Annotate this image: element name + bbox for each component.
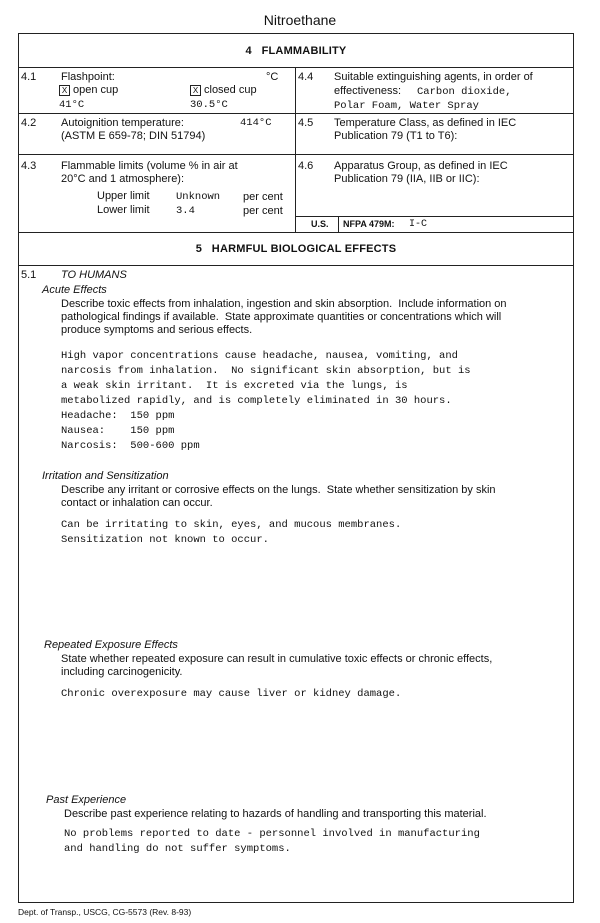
extinguishing-value-1: Carbon dioxide, <box>417 86 512 98</box>
divider <box>295 216 574 217</box>
answer-line: Narcosis: 500-600 ppm <box>61 440 200 452</box>
closed-cup-checkbox[interactable]: X <box>190 85 201 96</box>
instruction-line: Describe past experience relating to hazards of handling and transporting this material. <box>64 808 487 820</box>
divider <box>338 216 339 232</box>
past-experience-instructions <box>64 808 487 821</box>
autoignition-label: Autoignition temperature: <box>61 117 184 129</box>
repeated-exposure-title: Repeated Exposure Effects <box>44 639 178 651</box>
upper-limit-unit: per cent <box>243 191 283 203</box>
answer-line: a weak skin irritant. It is excreted via the lungs, is <box>61 380 408 392</box>
closed-cup-label: closed cup <box>204 84 257 96</box>
temperature-class-label-1: Temperature Class, as defined in IEC <box>334 117 517 129</box>
upper-limit-label: Upper limit <box>97 190 150 202</box>
instruction-line: Describe toxic effects from inhalation, ingestion and skin absorption. Include information on <box>61 298 507 310</box>
instruction-line: contact or inhalation can occur. <box>61 497 213 509</box>
open-cup <box>59 84 118 96</box>
lower-limit-unit: per cent <box>243 205 283 217</box>
divider <box>18 67 574 68</box>
divider <box>295 113 574 114</box>
instruction-line: State whether repeated exposure can result in cumulative toxic effects or chronic effects, <box>61 653 493 665</box>
lower-limit-value: 3.4 <box>176 205 195 217</box>
open-cup-value: 41°C <box>59 99 85 111</box>
acute-effects-answer <box>61 349 471 454</box>
answer-line: metabolized rapidly, and is completely eliminated in 30 hours. <box>61 395 452 407</box>
answer-line: Chronic overexposure may cause liver or kidney damage. <box>61 688 402 700</box>
us-label: U.S. <box>311 219 329 229</box>
flashpoint-label: Flashpoint: <box>61 71 115 83</box>
divider <box>295 154 574 155</box>
section-4-4-num: 4.4 <box>298 71 314 83</box>
divider <box>18 232 574 233</box>
instruction-line: Describe any irritant or corrosive effects on the lungs. State whether sensitization by skin <box>61 484 496 496</box>
extinguishing-label-1: Suitable extinguishing agents, in order of <box>334 71 533 83</box>
upper-limit-value: Unknown <box>176 191 221 203</box>
section-4-6-num: 4.6 <box>298 160 314 172</box>
extinguishing-label-2: effectiveness: <box>334 85 402 97</box>
closed-cup-value: 30.5°C <box>190 99 228 111</box>
past-experience-answer <box>64 827 480 857</box>
section-5-1-title: TO HUMANS <box>61 269 127 281</box>
section-4-3-num: 4.3 <box>21 160 37 172</box>
answer-line: Can be irritating to skin, eyes, and mucous membranes. <box>61 519 402 531</box>
divider <box>18 265 574 266</box>
acute-effects-instructions <box>61 298 507 337</box>
irritation-title: Irritation and Sensitization <box>42 470 169 482</box>
apparatus-group-label-2: Publication 79 (IIA, IIB or IIC): <box>334 173 480 185</box>
past-experience-title: Past Experience <box>46 794 127 806</box>
open-cup-label: open cup <box>73 84 119 96</box>
section-4-1-num: 4.1 <box>21 71 37 83</box>
nfpa-value: I-C <box>409 219 428 230</box>
answer-line: Nausea: 150 ppm <box>61 425 175 437</box>
extinguishing-value-2: Polar Foam, Water Spray <box>334 100 479 112</box>
nfpa-label: NFPA 479M: <box>343 219 395 229</box>
repeated-exposure-instructions <box>61 653 492 679</box>
section-5-heading: 5 HARMFUL BIOLOGICAL EFFECTS <box>195 243 397 255</box>
instruction-line: produce symptoms and serious effects. <box>61 324 253 336</box>
irritation-answer <box>61 518 401 548</box>
instruction-line: pathological findings if available. State approximate quantities or concentrations which will <box>61 311 502 323</box>
section-4-5-num: 4.5 <box>298 117 314 129</box>
open-cup-checkbox[interactable]: X <box>59 85 70 96</box>
document-title: Nitroethane <box>263 12 337 28</box>
answer-line: No problems reported to date - personnel involved in manufacturing <box>64 828 480 840</box>
divider <box>18 154 295 155</box>
answer-line: High vapor concentrations cause headache, nausea, vomiting, and <box>61 350 458 362</box>
flammable-limits-label-2: 20°C and 1 atmosphere): <box>61 173 185 185</box>
answer-line: Headache: 150 ppm <box>61 410 175 422</box>
answer-line: narcosis from inhalation. No significant skin absorption, but is <box>61 365 471 377</box>
answer-line: and handling do not suffer symptoms. <box>64 843 291 855</box>
acute-effects-title: Acute Effects <box>42 284 107 296</box>
autoignition-standards: (ASTM E 659-78; DIN 51794) <box>61 130 206 142</box>
autoignition-value: 414°C <box>240 117 272 129</box>
flashpoint-unit: °C <box>266 71 279 83</box>
divider <box>295 67 296 232</box>
closed-cup <box>190 84 257 96</box>
divider <box>18 113 295 114</box>
section-4-heading: 4 FLAMMABILITY <box>245 45 347 57</box>
instruction-line: including carcinogenicity. <box>61 666 183 678</box>
temperature-class-label-2: Publication 79 (T1 to T6): <box>334 130 458 142</box>
section-4-2-num: 4.2 <box>21 117 37 129</box>
form-footer: Dept. of Transp., USCG, CG-5573 (Rev. 8-93) <box>18 907 192 917</box>
irritation-instructions <box>61 484 496 510</box>
answer-line: Sensitization not known to occur. <box>61 534 269 546</box>
section-5-1-num: 5.1 <box>21 269 37 281</box>
repeated-exposure-answer <box>61 687 401 702</box>
lower-limit-label: Lower limit <box>97 204 150 216</box>
apparatus-group-label-1: Apparatus Group, as defined in IEC <box>334 160 508 172</box>
flammable-limits-label-1: Flammable limits (volume % in air at <box>61 160 238 172</box>
